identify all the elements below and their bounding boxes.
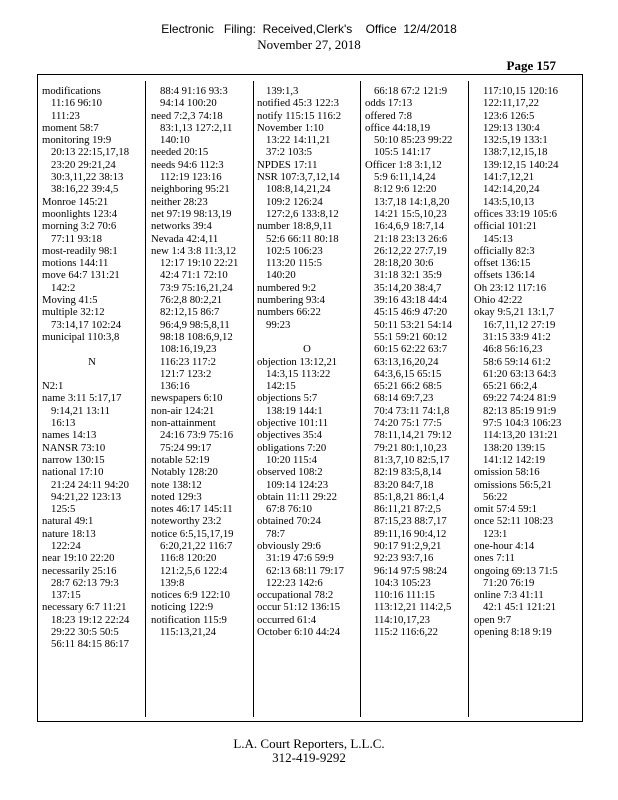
index-entry-continuation: 8:12 9:6 12:20	[374, 183, 437, 196]
column-divider	[145, 81, 146, 717]
electronic-filing-stamp: Electronic Filing: Received,Clerk's Office 12/4/2018	[161, 22, 457, 36]
index-entry-continuation: 6:20,21,22 116:7	[160, 539, 233, 552]
index-entry: office 44:18,19	[365, 121, 431, 134]
index-entry-continuation: 55:1 59:21 60:12	[374, 330, 448, 343]
index-entry-continuation: 98:18 108:6,9,12	[160, 330, 233, 343]
index-entry: objective 101:11	[257, 417, 329, 430]
index-entry: odds 17:13	[365, 97, 413, 110]
index-entry-continuation: 42:4 71:1 72:10	[160, 269, 228, 282]
index-entry-continuation: 24:16 73:9 75:16	[160, 429, 234, 442]
index-entry: natural 49:1	[42, 515, 94, 528]
index-entry: net 97:19 98:13,19	[151, 207, 232, 220]
index-entry: offered 7:8	[365, 109, 412, 122]
index-entry-continuation: 142:2	[51, 281, 76, 294]
index-entry: notification 115:9	[151, 613, 227, 626]
index-entry: numbered 9:2	[257, 281, 317, 294]
index-entry-continuation: 65:21 66:2,4	[483, 380, 538, 393]
index-entry	[42, 343, 142, 355]
index-entry-continuation: 96:14 97:5 98:24	[374, 564, 448, 577]
index-entry: occupational 78:2	[257, 589, 334, 602]
index-entry-continuation: 105:5 141:17	[374, 146, 431, 159]
index-entry-continuation: 31:18 32:1 35:9	[374, 269, 442, 282]
index-entry: neighboring 95:21	[151, 183, 230, 196]
index-entry: modifications	[42, 85, 101, 97]
index-entry-continuation: 115:2 116:6,22	[374, 626, 438, 639]
index-entry: morning 3:2 70:6	[42, 220, 117, 233]
index-entry-continuation: 45:15 46:9 47:20	[374, 306, 448, 319]
index-entry-continuation: 14:3,15 113:22	[266, 367, 331, 380]
index-entry: omissions 56:5,21	[474, 478, 552, 491]
index-entry-continuation: 142:14,20,24	[483, 183, 540, 196]
index-entry-continuation: 139:12,15 140:24	[483, 158, 559, 171]
index-entry: Ohio 42:22	[474, 294, 523, 307]
index-entry: obtained 70:24	[257, 515, 321, 528]
index-entry-continuation: 71:20 76:19	[483, 576, 535, 589]
index-entry-continuation: 77:11 93:18	[51, 232, 102, 245]
index-entry: once 52:11 108:23	[474, 515, 554, 528]
index-entry-continuation: 142:15	[266, 380, 296, 393]
index-entry-continuation: 116:23 117:2	[160, 355, 216, 368]
index-entry: Monroe 145:21	[42, 195, 109, 208]
index-entry-continuation: 138:7,12,15,18	[483, 146, 548, 159]
index-entry-continuation: 85:1,8,21 86:1,4	[374, 490, 445, 503]
index-entry: NSR 107:3,7,12,14	[257, 171, 340, 184]
index-entry-continuation: 89:11,16 90:4,12	[374, 527, 447, 540]
index-entry-continuation: 102:5 106:23	[266, 244, 323, 257]
index-entry: omit 57:4 59:1	[474, 503, 537, 516]
index-entry: October 6:10 44:24	[257, 626, 341, 639]
index-entry	[42, 368, 142, 380]
index-entry: necessary 6:7 11:21	[42, 601, 127, 614]
index-entry-continuation: 114:13,20 131:21	[483, 429, 559, 442]
index-letter-heading: N	[88, 355, 96, 368]
index-entry: notified 45:3 122:3	[257, 97, 339, 110]
index-entry: noted 129:3	[151, 490, 202, 503]
index-entry-continuation: 74:20 75:1 77:5	[374, 417, 442, 430]
index-entry: omission 58:16	[474, 466, 540, 479]
index-letter-heading: O	[303, 343, 311, 356]
index-entry: official 101:21	[474, 220, 538, 233]
index-entry-continuation: 141:7,12,21	[483, 171, 535, 184]
index-entry-continuation: 113:12,21 114:2,5	[374, 601, 452, 614]
index-entry-continuation: 125:5	[51, 503, 76, 516]
index-entry: N2:1	[42, 380, 64, 393]
index-entry-continuation: 97:5 104:3 106:23	[483, 417, 562, 430]
index-entry-continuation: 129:13 130:4	[483, 121, 540, 134]
index-entry: moment 58:7	[42, 121, 99, 134]
index-entry-continuation: 28:7 62:13 79:3	[51, 576, 119, 589]
index-entry: offices 33:19 105:6	[474, 207, 557, 220]
index-entry: objections 5:7	[257, 392, 318, 405]
index-entry-continuation: 122:24	[51, 539, 81, 552]
index-entry-continuation: 30:3,11,22 38:13	[51, 171, 124, 184]
index-entry-continuation: 79:21 80:1,10,23	[374, 441, 447, 454]
footer-reporter: L.A. Court Reporters, L.L.C.	[233, 736, 385, 751]
index-entry-continuation: 121:7 123:2	[160, 367, 212, 380]
index-entry-continuation: 31:15 33:9 41:2	[483, 330, 551, 343]
index-entry: Oh 23:12 117:16	[474, 281, 547, 294]
index-entry-continuation: 16:7,11,12 27:19	[483, 318, 556, 331]
index-entry: observed 108:2	[257, 466, 323, 479]
index-entry: objection 13:12,21	[257, 355, 338, 368]
index-entry: non-attainment	[151, 417, 216, 430]
index-entry-continuation: 46:8 56:16,23	[483, 343, 543, 356]
index-entry: national 17:10	[42, 466, 104, 479]
index-entry: new 1:4 3:8 11:3,12	[151, 244, 237, 257]
index-entry-continuation: 56:11 84:15 86:17	[51, 638, 129, 651]
index-entry: officially 82:3	[474, 244, 535, 257]
index-entry-continuation: 50:11 53:21 54:14	[374, 318, 452, 331]
index-entry: Notably 128:20	[151, 466, 218, 479]
index-entry: notes 46:17 145:11	[151, 503, 233, 516]
index-entry-continuation: 121:2,5,6 122:4	[160, 564, 228, 577]
index-entry-continuation: 10:20 115:4	[266, 453, 317, 466]
index-entry: open 9:7	[474, 613, 512, 626]
index-entry-continuation: 75:24 99:17	[160, 441, 212, 454]
index-entry-continuation: 145:13	[483, 232, 513, 245]
index-entry: notable 52:19	[151, 453, 210, 466]
index-entry-continuation: 61:20 63:13 64:3	[483, 367, 557, 380]
index-entry: necessarily 25:16	[42, 564, 117, 577]
index-entry-continuation: 13:22 14:11,21	[266, 134, 331, 147]
index-entry: networks 39:4	[151, 220, 212, 233]
index-entry-continuation: 87:15,23 88:7,17	[374, 515, 447, 528]
index-entry-continuation: 96:4,9 98:5,8,11	[160, 318, 230, 331]
index-entry-continuation: 16:13	[51, 417, 76, 430]
index-column-5	[474, 85, 574, 638]
index-entry-continuation: 94:21,22 123:13	[51, 490, 122, 503]
index-entry: ongoing 69:13 71:5	[474, 564, 558, 577]
index-entry-continuation: 122:11,17,22	[483, 97, 540, 110]
index-entry: obtain 11:11 29:22	[257, 490, 337, 503]
index-entry-continuation: 82:13 85:19 91:9	[483, 404, 557, 417]
index-entry-continuation: 132:5,19 133:1	[483, 134, 548, 147]
index-entry-continuation: 92:23 93:7,16	[374, 552, 434, 565]
index-entry: number 18:8,9,11	[257, 220, 333, 233]
index-entry-continuation: 70:4 73:11 74:1,8	[374, 404, 450, 417]
index-entry: needed 20:15	[151, 146, 209, 159]
index-entry-continuation: 123:6 126:5	[483, 109, 535, 122]
index-column-4	[365, 85, 465, 638]
index-entry-continuation: 111:23	[51, 109, 80, 122]
index-entry-continuation: 140:10	[160, 134, 190, 147]
index-entry-continuation: 82:19 83:5,8,14	[374, 466, 442, 479]
index-entry: noteworthy 23:2	[151, 515, 222, 528]
index-entry-continuation: 5:9 6:11,14,24	[374, 171, 436, 184]
index-entry-continuation: 62:13 68:11 79:17	[266, 564, 344, 577]
index-entry-continuation: 99:23	[266, 318, 291, 331]
index-entry: non-air 124:21	[151, 404, 215, 417]
index-entry-continuation: 115:13,21,24	[160, 626, 217, 639]
index-entry: monitoring 19:9	[42, 134, 112, 147]
index-entry: notices 6:9 122:10	[151, 589, 230, 602]
index-entry-continuation: 50:10 85:23 99:22	[374, 134, 453, 147]
index-column-2	[151, 85, 251, 638]
index-entry: nature 18:13	[42, 527, 96, 540]
index-entry: Nevada 42:4,11	[151, 232, 219, 245]
index-entry: obviously 29:6	[257, 539, 321, 552]
column-divider	[468, 81, 469, 717]
index-entry: November 1:10	[257, 121, 324, 134]
index-entry-continuation: 13:7,18 14:1,8,20	[374, 195, 450, 208]
index-entry: numbering 93:4	[257, 294, 325, 307]
index-entry: narrow 130:15	[42, 453, 105, 466]
index-entry-continuation: 60:15 62:22 63:7	[374, 343, 448, 356]
index-entry-continuation: 26:12,22 27:7,19	[374, 244, 447, 257]
index-entry-continuation: 16:4,6,9 18:7,14	[374, 220, 445, 233]
index-entry: opening 8:18 9:19	[474, 626, 552, 639]
index-entry-continuation: 138:20 139:15	[483, 441, 546, 454]
index-entry-continuation: 78:7	[266, 527, 286, 540]
index-entry-continuation: 114:10,17,23	[374, 613, 431, 626]
index-entry-continuation: 112:19 123:16	[160, 171, 222, 184]
file-date: November 27, 2018	[257, 37, 361, 52]
index-entry: note 138:12	[151, 478, 202, 491]
index-entry: NPDES 17:11	[257, 158, 318, 171]
page-number: Page 157	[506, 58, 556, 73]
index-entry-continuation: 122:23 142:6	[266, 576, 323, 589]
index-entry-continuation: 63:13,16,20,24	[374, 355, 439, 368]
index-entry: need 7:2,3 74:18	[151, 109, 223, 122]
index-entry-continuation: 29:22 30:5 50:5	[51, 626, 119, 639]
index-entry-continuation: 14:21 15:5,10,23	[374, 207, 447, 220]
index-entry: Moving 41:5	[42, 294, 98, 307]
index-entry: moonlights 123:4	[42, 207, 118, 220]
index-entry-continuation: 56:22	[483, 490, 508, 503]
index-entry-continuation: 23:20 29:21,24	[51, 158, 116, 171]
index-entry-continuation: 35:14,20 38:4,7	[374, 281, 442, 294]
index-entry-continuation: 66:18 67:2 121:9	[374, 85, 448, 97]
index-entry-continuation: 58:6 59:14 61:2	[483, 355, 551, 368]
index-entry-continuation: 90:17 91:2,9,21	[374, 539, 442, 552]
index-entry: name 3:11 5:17,17	[42, 392, 122, 405]
index-entry-continuation: 42:1 45:1 121:21	[483, 601, 557, 614]
index-entry-continuation: 64:3,6,15 65:15	[374, 367, 442, 380]
index-entry-continuation: 65:21 66:2 68:5	[374, 380, 442, 393]
index-entry: newspapers 6:10	[151, 392, 223, 405]
footer-phone: 312-419-9292	[272, 750, 346, 765]
index-entry: okay 9:5,21 13:1,7	[474, 306, 555, 319]
index-entry-continuation: 86:11,21 87:2,5	[374, 503, 441, 516]
index-entry: notice 6:5,15,17,19	[151, 527, 234, 540]
index-entry-continuation: 139:1,3	[266, 85, 299, 97]
index-entry-continuation: 113:20 115:5	[266, 257, 322, 270]
word-index-frame	[37, 74, 583, 722]
index-entry-continuation: 109:14 124:23	[266, 478, 329, 491]
index-entry: ones 7:11	[474, 552, 515, 565]
index-entry: numbers 66:22	[257, 306, 321, 319]
index-entry: one-hour 4:14	[474, 539, 535, 552]
index-entry-continuation: 108:16,19,23	[160, 343, 217, 356]
index-entry: noticing 122:9	[151, 601, 214, 614]
index-entry-continuation: 73:14,17 102:24	[51, 318, 122, 331]
index-entry: needs 94:6 112:3	[151, 158, 224, 171]
index-entry: occurred 61:4	[257, 613, 317, 626]
index-entry-continuation: 116:8 120:20	[160, 552, 217, 565]
index-entry-continuation: 39:16 43:18 44:4	[374, 294, 448, 307]
index-entry-continuation: 108:8,14,21,24	[266, 183, 331, 196]
index-entry-continuation: 81:3,7,10 82:5,17	[374, 453, 450, 466]
column-divider	[253, 81, 254, 717]
index-entry-continuation: 52:6 66:11 80:18	[266, 232, 339, 245]
index-entry-continuation: 9:14,21 13:11	[51, 404, 110, 417]
index-entry-continuation: 127:2,6 133:8,12	[266, 207, 339, 220]
index-entry-continuation: 68:14 69:7,23	[374, 392, 434, 405]
index-entry-continuation: 104:3 105:23	[374, 576, 431, 589]
index-entry-continuation: 69:22 74:24 81:9	[483, 392, 557, 405]
index-entry-continuation: 12:17 19:10 22:21	[160, 257, 239, 270]
index-entry-continuation: 76:2,8 80:2,21	[160, 294, 223, 307]
index-entry-continuation: 21:24 24:11 94:20	[51, 478, 129, 491]
index-entry-continuation: 28:18,20 30:6	[374, 257, 434, 270]
index-entry-continuation: 37:2 103:5	[266, 146, 313, 159]
index-entry-continuation: 83:1,13 127:2,11	[160, 121, 233, 134]
index-entry-continuation: 18:23 19:12 22:24	[51, 613, 130, 626]
column-divider	[360, 81, 361, 717]
index-entry-continuation: 143:5,10,13	[483, 195, 535, 208]
index-entry	[257, 331, 357, 343]
index-entry: occur 51:12 136:15	[257, 601, 341, 614]
index-entry-continuation: 110:16 111:15	[374, 589, 435, 602]
index-entry: names 14:13	[42, 429, 97, 442]
index-entry-continuation: 141:12 142:19	[483, 453, 546, 466]
index-entry-continuation: 38:16,22 39:4,5	[51, 183, 119, 196]
index-entry: objectives 35:4	[257, 429, 323, 442]
index-entry-continuation: 82:12,15 86:7	[160, 306, 220, 319]
index-entry: neither 28:23	[151, 195, 208, 208]
index-entry: offset 136:15	[474, 257, 531, 270]
index-entry-continuation: 78:11,14,21 79:12	[374, 429, 452, 442]
index-entry-continuation: 67:8 76:10	[266, 503, 313, 516]
index-column-1	[42, 85, 142, 651]
index-entry: multiple 32:12	[42, 306, 105, 319]
index-entry-continuation: 117:10,15 120:16	[483, 85, 559, 97]
index-entry-continuation: 21:18 23:13 26:6	[374, 232, 448, 245]
index-entry: Officer 1:8 3:1,12	[365, 158, 442, 171]
index-entry: offsets 136:14	[474, 269, 535, 282]
index-entry-continuation: 83:20 84:7,18	[374, 478, 434, 491]
index-entry: notify 115:15 116:2	[257, 109, 342, 122]
index-entry-continuation: 139:8	[160, 576, 185, 589]
index-entry: motions 144:11	[42, 257, 109, 270]
index-entry-continuation: 137:15	[51, 589, 81, 602]
index-entry: near 19:10 22:20	[42, 552, 115, 565]
index-entry: municipal 110:3,8	[42, 330, 120, 343]
index-entry: obligations 7:20	[257, 441, 327, 454]
index-entry-continuation: 109:2 126:24	[266, 195, 323, 208]
index-entry-continuation: 11:16 96:10	[51, 97, 102, 110]
index-entry-continuation: 31:19 47:6 59:9	[266, 552, 334, 565]
index-entry-continuation: 140:20	[266, 269, 296, 282]
index-entry-continuation: 20:13 22:15,17,18	[51, 146, 130, 159]
index-entry-continuation: 136:16	[160, 380, 190, 393]
index-entry: online 7:3 41:11	[474, 589, 544, 602]
index-entry-continuation: 88:4 91:16 93:3	[160, 85, 228, 97]
index-entry-continuation: 123:1	[483, 527, 508, 540]
index-entry-continuation: 138:19 144:1	[266, 404, 323, 417]
index-column-3	[257, 85, 357, 638]
index-entry: most-readily 98:1	[42, 244, 118, 257]
index-entry-continuation: 73:9 75:16,21,24	[160, 281, 233, 294]
index-entry-continuation: 94:14 100:20	[160, 97, 217, 110]
index-entry: move 64:7 131:21	[42, 269, 120, 282]
index-entry: NANSR 73:10	[42, 441, 106, 454]
